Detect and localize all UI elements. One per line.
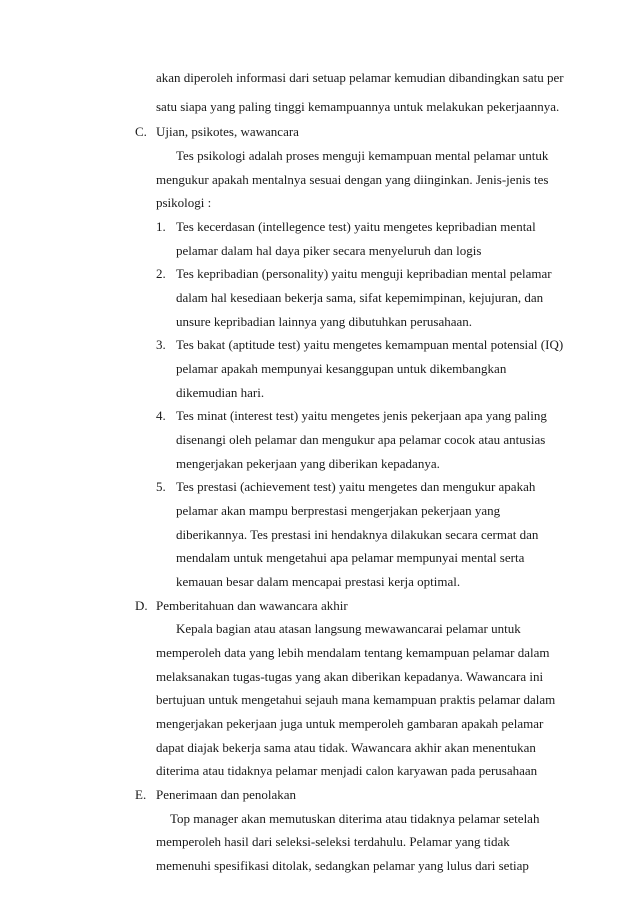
section-marker: E.: [135, 787, 147, 802]
section-marker: D.: [135, 598, 148, 613]
list-item-line: dalam hal kesediaan bekerja sama, sifat kepemimpinan, kejujuran, dan: [176, 290, 544, 305]
list-item-line: dikemudian hari.: [176, 385, 265, 400]
list-item-line: Tes kepribadian (personality) yaitu menguji kepribadian mental pelamar: [176, 266, 552, 281]
text-line: psikologi :: [156, 195, 212, 210]
list-item-line: mendalam untuk mengetahui apa pelamar mempunyai mental serta: [176, 550, 525, 565]
text-line: dapat diajak bekerja sama atau tidak. Wawancara akhir akan menentukan: [156, 740, 536, 755]
text-line: akan diperoleh informasi dari setuap pelamar kemudian dibandingkan satu per: [156, 70, 564, 85]
section-heading: Pemberitahuan dan wawancara akhir: [156, 598, 348, 613]
list-item-line: pelamar dalam hal daya piker secara menyeluruh dan logis: [176, 243, 482, 258]
list-item-line: Tes prestasi (achievement test) yaitu mengetes dan mengukur apakah: [176, 479, 536, 494]
text-line: diterima atau tidaknya pelamar menjadi calon karyawan pada perusahaan: [156, 763, 538, 778]
list-item-line: diberikannya. Tes prestasi ini hendaknya dilakukan secara cermat dan: [176, 527, 539, 542]
text-line: bertujuan untuk mengetahui sejauh mana kemampuan praktis pelamar dalam: [156, 692, 556, 707]
list-item-line: unsure kepribadian lainnya yang dibutuhkan perusahaan.: [176, 314, 473, 329]
list-item-line: mengerjakan pekerjaan yang diberikan kepadanya.: [176, 456, 440, 471]
list-item-line: Tes minat (interest test) yaitu mengetes jenis pekerjaan apa yang paling: [176, 408, 547, 423]
list-number: 2.: [156, 266, 166, 281]
list-number: 1.: [156, 219, 166, 234]
text-line: mengukur apakah mentalnya sesuai dengan yang diinginkan. Jenis-jenis tes: [156, 172, 549, 187]
text-line: memperoleh hasil dari seleksi-seleksi terdahulu. Pelamar yang tidak: [156, 834, 510, 849]
list-item-line: pelamar apakah mempunyai kesanggupan untuk dikembangkan: [176, 361, 507, 376]
text-line: melaksanakan tugas-tugas yang akan diberikan kepadanya. Wawancara ini: [156, 669, 544, 684]
text-line: Top manager akan memutuskan diterima atau tidaknya pelamar setelah: [170, 811, 540, 826]
section-heading: Penerimaan dan penolakan: [156, 787, 297, 802]
text-line: satu siapa yang paling tinggi kemampuannya untuk melakukan pekerjaannya.: [156, 99, 560, 114]
list-item-line: Tes kecerdasan (intellegence test) yaitu mengetes kepribadian mental: [176, 219, 536, 234]
text-line: mengerjakan pekerjaan juga untuk memperoleh gambaran apakah pelamar: [156, 716, 544, 731]
list-number: 4.: [156, 408, 166, 423]
section-heading: Ujian, psikotes, wawancara: [156, 124, 299, 139]
list-number: 5.: [156, 479, 166, 494]
text-line: Kepala bagian atau atasan langsung mewawancarai pelamar untuk: [176, 621, 521, 636]
section-marker: C.: [135, 124, 147, 139]
text-line: memperoleh data yang lebih mendalam tentang kemampuan pelamar dalam: [156, 645, 550, 660]
list-item-line: pelamar akan mampu berprestasi mengerjakan pekerjaan yang: [176, 503, 501, 518]
list-item-line: kemauan besar dalam mencapai prestasi kerja optimal.: [176, 574, 461, 589]
text-line: memenuhi spesifikasi ditolak, sedangkan pelamar yang lulus dari setiap: [156, 858, 529, 873]
list-item-line: Tes bakat (aptitude test) yaitu mengetes kemampuan mental potensial (IQ): [176, 337, 564, 352]
list-item-line: disenangi oleh pelamar dan mengukur apa pelamar cocok atau antusias: [176, 432, 546, 447]
list-number: 3.: [156, 337, 166, 352]
text-line: Tes psikologi adalah proses menguji kemampuan mental pelamar untuk: [176, 148, 549, 163]
